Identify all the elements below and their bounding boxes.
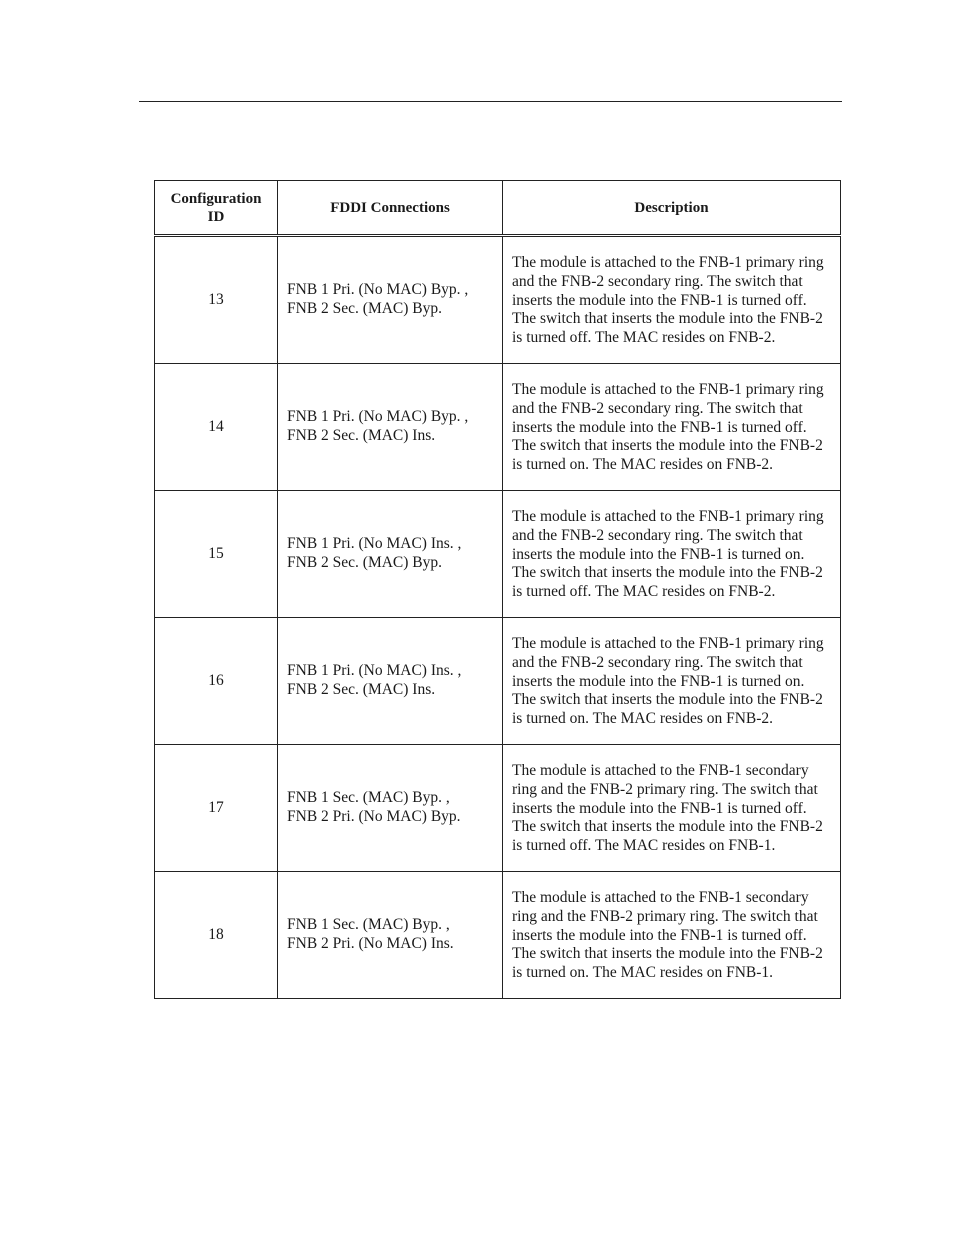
table-row [155, 872, 841, 999]
table-header-row [155, 181, 841, 236]
config-id-cell: 14 [155, 364, 278, 491]
connections-cell [278, 364, 503, 491]
connections-cell [278, 236, 503, 364]
connection-fnb2: FNB 2 Sec. (MAC) Byp. [287, 554, 443, 571]
table-row [155, 491, 841, 618]
connections-cell [278, 872, 503, 999]
connection-fnb1: FNB 1 Pri. (No MAC) Ins. , [287, 535, 462, 553]
description-cell: The module is attached to the FNB-1 secondary ring and the FNB-2 primary ring. The switch that inserts the module into the FNB-1 is turned off. The switch that inserts the module into the FNB-2 is turned on. The MAC resides on FNB-1. [503, 872, 841, 999]
table-row [155, 618, 841, 745]
config-id-cell: 17 [155, 745, 278, 872]
connection-fnb1: FNB 1 Sec. (MAC) Byp. , [287, 789, 450, 807]
description-cell: The module is attached to the FNB-1 primary ring and the FNB-2 secondary ring. The switch that inserts the module into the FNB-1 is turned off. The switch that inserts the module into the FNB-2 is turned off. The MAC resides on FNB-2. [503, 236, 841, 364]
header-description: Description [503, 181, 841, 236]
header-rule [139, 101, 842, 102]
connections-cell [278, 618, 503, 745]
connections-cell [278, 745, 503, 872]
description-cell: The module is attached to the FNB-1 primary ring and the FNB-2 secondary ring. The switch that inserts the module into the FNB-1 is turned on. The switch that inserts the module into the FNB-2 is turned off. The MAC resides on FNB-2. [503, 491, 841, 618]
configuration-table [154, 180, 841, 999]
connection-fnb1: FNB 1 Sec. (MAC) Byp. , [287, 916, 450, 934]
connection-fnb1: FNB 1 Pri. (No MAC) Byp. , [287, 281, 469, 299]
connection-fnb1: FNB 1 Pri. (No MAC) Byp. , [287, 408, 469, 426]
config-id-cell: 18 [155, 872, 278, 999]
connection-fnb1: FNB 1 Pri. (No MAC) Ins. , [287, 662, 462, 680]
description-cell: The module is attached to the FNB-1 primary ring and the FNB-2 secondary ring. The switch that inserts the module into the FNB-1 is turned on. The switch that inserts the module into the FNB-2 is turned on. The MAC resides on FNB-2. [503, 618, 841, 745]
connections-cell [278, 491, 503, 618]
table-row [155, 364, 841, 491]
connection-fnb2: FNB 2 Pri. (No MAC) Ins. [287, 935, 454, 952]
connection-fnb2: FNB 2 Sec. (MAC) Byp. [287, 300, 443, 317]
connection-fnb2: FNB 2 Sec. (MAC) Ins. [287, 427, 436, 444]
table-row [155, 745, 841, 872]
config-id-cell: 15 [155, 491, 278, 618]
description-cell: The module is attached to the FNB-1 secondary ring and the FNB-2 primary ring. The switch that inserts the module into the FNB-1 is turned off. The switch that inserts the module into the FNB-2 is turned off. The MAC resides on FNB-1. [503, 745, 841, 872]
connection-fnb2: FNB 2 Sec. (MAC) Ins. [287, 681, 436, 698]
connection-fnb2: FNB 2 Pri. (No MAC) Byp. [287, 808, 461, 825]
header-fddi-connections: FDDI Connections [278, 181, 503, 236]
config-id-cell: 16 [155, 618, 278, 745]
config-id-cell: 13 [155, 236, 278, 364]
table-row [155, 236, 841, 364]
header-configuration-id: Configuration ID [155, 181, 278, 236]
description-cell: The module is attached to the FNB-1 primary ring and the FNB-2 secondary ring. The switch that inserts the module into the FNB-1 is turned off. The switch that inserts the module into the FNB-2 is turned on. The MAC resides on FNB-2. [503, 364, 841, 491]
